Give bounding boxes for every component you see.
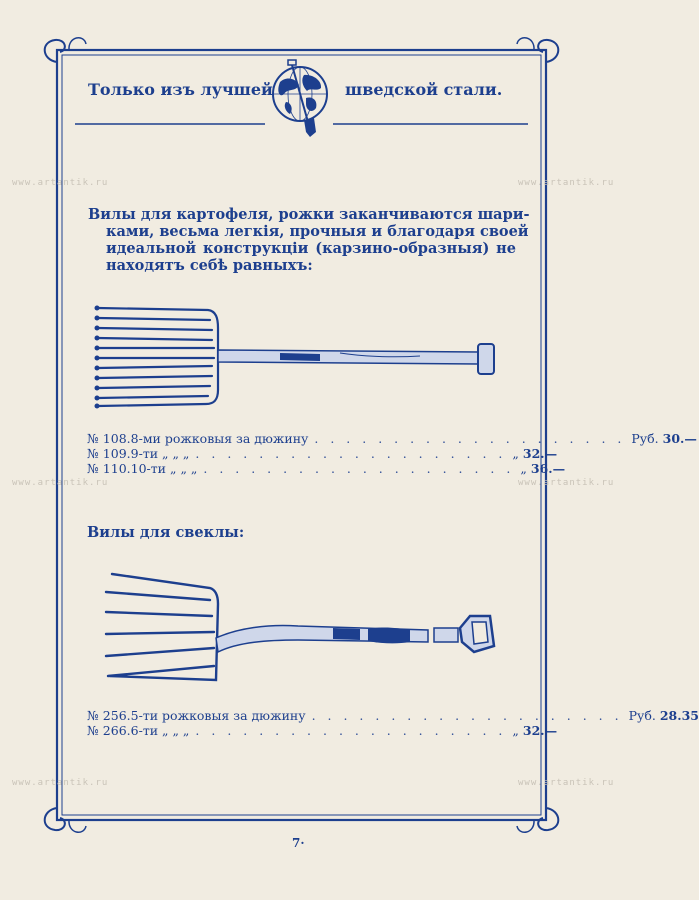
currency: Руб. <box>628 708 656 723</box>
price-row: № 110. 10-ти „ „ „ . . . . . . . . . . . . . . . . . . . . „ 36.— <box>87 461 566 476</box>
potato-price-list <box>87 431 697 476</box>
item-number: № 110. <box>87 461 131 476</box>
intro-paragraph <box>88 206 530 274</box>
watermark: www.artantik.ru <box>12 478 109 488</box>
beet-section-title: Вилы для свеклы: <box>87 524 245 541</box>
item-number: № 266. <box>87 723 131 738</box>
item-description: 6-ти „ „ „ <box>130 723 190 738</box>
price-row: № 109. 9-ти „ „ „ . . . . . . . . . . . . . . . . . . . . „ 32.— <box>87 446 558 461</box>
watermark: www.artantik.ru <box>12 778 109 788</box>
item-number: № 109. <box>87 446 131 461</box>
intro-line: идеальной конструкціи (карзино-образныя) не <box>106 240 516 257</box>
beet-fork-illustration <box>98 568 498 690</box>
header-left-text: Только изъ лучшей <box>88 80 273 99</box>
potato-fork-illustration <box>90 298 500 414</box>
item-price: 32.— <box>522 446 558 461</box>
item-price: 30.— <box>662 431 697 446</box>
globe-shovel-logo <box>266 58 334 138</box>
header-right-text: шведской стали. <box>345 80 503 99</box>
currency: Руб. <box>631 431 659 446</box>
watermark: www.artantik.ru <box>518 478 615 488</box>
item-number: № 256. <box>87 708 131 723</box>
currency: „ <box>512 446 519 461</box>
intro-line: ками, весьма легкія, прочныя и благодаря своей <box>106 223 529 240</box>
watermark: www.artantik.ru <box>518 778 615 788</box>
item-price: 28.35 <box>659 708 699 723</box>
item-description: 9-ти „ „ „ <box>130 446 190 461</box>
intro-line: находятъ себѣ равныхъ: <box>106 257 313 274</box>
watermark: www.artantik.ru <box>518 178 615 188</box>
item-description: 5-ти рожковыя за дюжину <box>130 708 306 723</box>
item-price: 36.— <box>530 461 566 476</box>
page-number: 7· <box>292 836 305 850</box>
intro-line: Вилы для картофеля, рожки заканчиваются шари- <box>88 206 530 223</box>
price-row: № 266. 6-ти „ „ „ . . . . . . . . . . . . . . . . . . . . „ 32.— <box>87 723 558 738</box>
currency: „ <box>520 461 527 476</box>
item-description: 8-ми рожковыя за дюжину <box>130 431 309 446</box>
price-row: № 108. 8-ми рожковыя за дюжину . . . . . . . . . . . . . . . . . . . . Руб. 30.— <box>87 431 697 446</box>
watermark: www.artantik.ru <box>12 178 109 188</box>
item-price: 32.— <box>522 723 558 738</box>
currency: „ <box>512 723 519 738</box>
item-number: № 108. <box>87 431 131 446</box>
price-row: № 256. 5-ти рожковыя за дюжину . . . . . . . . . . . . . . . . . . . . Руб. 28.35 <box>87 708 699 723</box>
item-description: 10-ти „ „ „ <box>130 461 198 476</box>
beet-price-list <box>87 708 699 738</box>
